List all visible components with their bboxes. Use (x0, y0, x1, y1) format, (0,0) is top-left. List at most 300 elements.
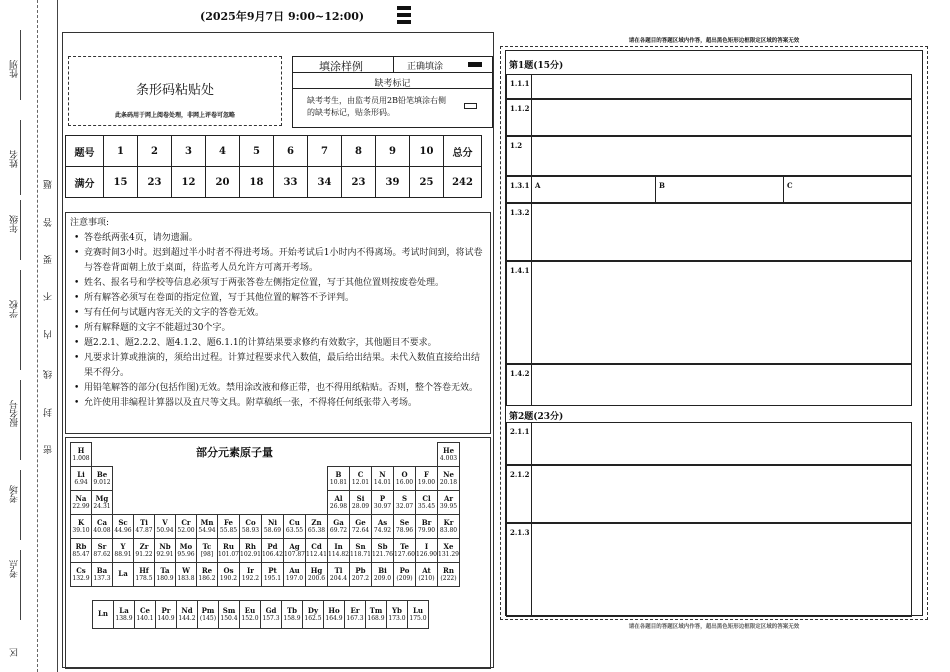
element-symbol: Tb (286, 605, 298, 615)
element-cell (261, 601, 282, 629)
answer-frame (505, 50, 923, 616)
element-mass: 16.00 (395, 479, 414, 486)
score-cell: 2 (138, 136, 172, 167)
element-mass: 162.5 (304, 615, 322, 622)
element-cell (438, 563, 460, 587)
element-cell (372, 515, 394, 539)
notes-box (65, 212, 491, 434)
element-mass: 69.72 (329, 527, 348, 534)
element-mass: 9.012 (93, 479, 111, 486)
empty-cell (306, 467, 328, 491)
empty-cell (218, 467, 240, 491)
element-mass: 207.2 (351, 575, 370, 582)
seal-char: 内 (44, 330, 54, 339)
element-symbol: V (162, 517, 168, 527)
element-symbol: P (379, 493, 386, 503)
score-cell: 39 (376, 167, 410, 198)
element-cell (394, 515, 416, 539)
element-mass: 131.29 (438, 551, 459, 558)
element-mass: 114.82 (328, 551, 349, 558)
empty-cell (92, 443, 113, 467)
periodic-row (71, 515, 460, 539)
element-cell (350, 491, 372, 515)
answer-label: 1.2 (510, 141, 523, 150)
score-cell: 9 (376, 136, 410, 167)
empty-cell (176, 491, 197, 515)
element-cell (324, 601, 345, 629)
element-symbol: Yb (392, 605, 402, 615)
score-cell: 1 (104, 136, 138, 167)
element-cell (262, 539, 284, 563)
empty-cell (218, 491, 240, 515)
element-symbol: Be (96, 469, 108, 479)
element-cell (394, 467, 416, 491)
element-cell (284, 539, 306, 563)
element-cell (438, 443, 460, 467)
element-cell (262, 563, 284, 587)
element-cell (155, 539, 176, 563)
element-mass: 50.94 (156, 527, 174, 534)
element-symbol: Cl (422, 493, 431, 503)
element-cell (218, 539, 240, 563)
element-symbol: N (379, 469, 386, 479)
element-symbol: Os (223, 565, 234, 575)
answer-box-1-4-2[interactable] (506, 364, 912, 406)
element-symbol: Zr (139, 541, 149, 551)
element-mass: 87.62 (93, 551, 111, 558)
answer-label: 1.4.2 (510, 369, 530, 378)
element-cell (284, 515, 306, 539)
empty-cell (262, 491, 284, 515)
element-symbol: Dy (307, 605, 319, 615)
element-symbol: Hf (139, 565, 149, 575)
element-cell (416, 467, 438, 491)
answer-label: 1.1.1 (510, 79, 530, 88)
answer-warning-bottom: 请在各题目的答题区域内作答，超出黑色矩形边框限定区域的答案无效 (628, 624, 800, 630)
element-mass: 178.5 (135, 575, 153, 582)
empty-cell (197, 491, 218, 515)
element-cell (240, 539, 262, 563)
element-cell (135, 601, 156, 629)
score-cell: 题号 (66, 136, 104, 167)
element-symbol: Mg (95, 493, 109, 503)
element-cell (306, 563, 328, 587)
element-mass: 157.3 (262, 615, 280, 622)
periodic-row (71, 491, 460, 515)
element-cell (176, 515, 197, 539)
element-symbol: B (335, 469, 342, 479)
note-item: • 写有任何与试题内容无关的文字的答卷无效。 (70, 306, 486, 321)
element-cell (372, 563, 394, 587)
absent-instructions: 缺考考生，由监考员用2B铅笔填涂右侧的缺考标记，贴条形码。 (307, 96, 446, 117)
element-symbol: Sm (222, 605, 236, 615)
element-cell (394, 563, 416, 587)
empty-cell (284, 467, 306, 491)
element-symbol: Ba (96, 565, 108, 575)
element-symbol: Na (75, 493, 87, 503)
element-mass: 138.9 (115, 615, 133, 622)
element-mass: 101.07 (218, 551, 239, 558)
element-cell (306, 539, 328, 563)
element-cell (350, 467, 372, 491)
element-symbol: Cu (289, 517, 300, 527)
element-cell (71, 491, 92, 515)
score-cell: 8 (342, 136, 376, 167)
element-mass: [98] (200, 551, 214, 558)
element-symbol: Ni (267, 517, 278, 527)
element-mass: 200.6 (307, 575, 326, 582)
element-cell (92, 539, 113, 563)
answer-box-2-1-1[interactable] (506, 422, 912, 465)
periodic-row (71, 467, 460, 491)
score-cell: 15 (104, 167, 138, 198)
element-cell (350, 539, 372, 563)
score-cell: 25 (410, 167, 444, 198)
periodic-row (71, 443, 460, 467)
element-symbol: Ge (355, 517, 366, 527)
score-cell: 5 (240, 136, 274, 167)
answer-box-2-1-2[interactable] (506, 465, 912, 523)
element-symbol: Ta (160, 565, 170, 575)
element-cell (416, 563, 438, 587)
element-cell (197, 539, 218, 563)
answer-warning-top: 请在各题目的答题区域内作答，超出黑色矩形边框限定区域的答案无效 (628, 38, 800, 44)
element-cell (219, 601, 240, 629)
element-symbol: In (334, 541, 343, 551)
element-cell (328, 467, 350, 491)
empty-cell (155, 467, 176, 491)
answer-box-1-3-1[interactable] (506, 176, 912, 203)
score-cell: 12 (172, 167, 206, 198)
element-cell (408, 601, 429, 629)
element-mass: 24.31 (93, 503, 111, 510)
element-mass: 35.45 (417, 503, 436, 510)
position-mark-icon (397, 6, 411, 22)
element-cell (240, 515, 262, 539)
element-cell (394, 539, 416, 563)
element-cell (176, 563, 197, 587)
element-symbol: K (77, 517, 85, 527)
answer-box-1-1-1[interactable] (506, 74, 912, 99)
element-symbol: Ru (223, 541, 234, 551)
element-cell (156, 601, 177, 629)
element-cell (71, 467, 92, 491)
empty-cell (240, 491, 262, 515)
answer-label: 1.4.1 (510, 266, 530, 275)
field-exam-site: 考点 (10, 560, 20, 578)
element-cell (113, 515, 134, 539)
element-mass: 58.93 (241, 527, 260, 534)
element-cell (240, 563, 262, 587)
element-mass: 19.00 (417, 479, 436, 486)
element-symbol: Lu (412, 605, 423, 615)
element-mass: 126.90 (416, 551, 437, 558)
element-symbol: Re (201, 565, 213, 575)
element-mass: 132.9 (72, 575, 90, 582)
element-mass: 83.80 (439, 527, 458, 534)
empty-cell (328, 443, 350, 467)
field-exam-room: 考场 (10, 485, 20, 503)
element-cell (197, 515, 218, 539)
element-cell (366, 601, 387, 629)
element-cell (328, 491, 350, 515)
element-symbol: Pr (161, 605, 171, 615)
element-symbol: Ag (289, 541, 300, 551)
element-mass: 150.4 (220, 615, 238, 622)
element-mass: 26.98 (329, 503, 348, 510)
element-symbol: Tc (202, 541, 212, 551)
element-mass: 95.96 (177, 551, 195, 558)
element-cell (155, 563, 176, 587)
barcode-title: 条形码粘贴处 (135, 83, 214, 98)
element-symbol: He (442, 445, 455, 455)
element-symbol: Ca (96, 517, 108, 527)
element-symbol: Tl (334, 565, 343, 575)
answer-box-1-3-2[interactable] (506, 203, 912, 261)
element-cell (113, 539, 134, 563)
element-symbol: Kr (443, 517, 454, 527)
empty-cell (218, 443, 240, 467)
answer-box-2-1-3[interactable] (506, 523, 912, 617)
element-cell (134, 539, 155, 563)
element-cell (328, 515, 350, 539)
element-mass: 140.1 (136, 615, 154, 622)
element-symbol: Y (120, 541, 126, 551)
lanthanide-row (93, 601, 429, 629)
element-mass: 47.87 (135, 527, 153, 534)
element-symbol: Se (399, 517, 410, 527)
element-cell (92, 491, 113, 515)
element-cell (71, 539, 92, 563)
element-symbol: Pd (267, 541, 278, 551)
element-symbol: Eu (244, 605, 256, 615)
element-cell (284, 563, 306, 587)
element-cell (350, 563, 372, 587)
element-mass: 88.91 (114, 551, 132, 558)
element-symbol: Ar (443, 493, 454, 503)
answer-label: 1.1.2 (510, 104, 530, 113)
element-mass: 39.95 (439, 503, 458, 510)
element-symbol: Xe (443, 541, 454, 551)
element-mass: 74.92 (373, 527, 392, 534)
element-mass: 12.01 (351, 479, 370, 486)
element-symbol: Ne (443, 469, 454, 479)
element-symbol: Er (350, 605, 360, 615)
empty-cell (284, 491, 306, 515)
element-mass: 65.38 (307, 527, 326, 534)
element-symbol: Fe (223, 517, 234, 527)
element-mass: 52.00 (177, 527, 195, 534)
filled-mark-icon (468, 62, 482, 67)
score-cell: 23 (138, 167, 172, 198)
element-symbol: Tm (369, 605, 383, 615)
element-mass: 144.2 (178, 615, 196, 622)
element-symbol: Pm (201, 605, 215, 615)
element-cell (176, 539, 197, 563)
element-symbol: Hg (310, 565, 323, 575)
element-mass: 58.69 (263, 527, 282, 534)
element-symbol: Au (289, 565, 300, 575)
seal-char: 密 (44, 445, 54, 454)
element-symbol: O (401, 469, 408, 479)
element-symbol: Pt (268, 565, 277, 575)
score-table (65, 135, 482, 198)
fill-info-box (292, 56, 493, 128)
element-cell (438, 539, 460, 563)
notes-title: 注意事项: (70, 218, 110, 228)
element-mass: 197.0 (285, 575, 304, 582)
element-mass: 44.96 (114, 527, 132, 534)
score-cell: 6 (274, 136, 308, 167)
element-cell (240, 601, 261, 629)
element-symbol: F (424, 469, 429, 479)
periodic-table (65, 437, 491, 669)
element-mass: 91.22 (135, 551, 153, 558)
seal-char: 答 (44, 218, 54, 227)
note-item: • 竞赛时间3小时。迟到超过半小时者不得进考场。开始考试后1小时内不得离场。考试时间到，将试卷与答卷背面朝上放于桌面，待监考人员允许方可离开考场。 (70, 246, 486, 276)
element-mass: 209.0 (373, 575, 392, 582)
element-cell (113, 563, 134, 587)
element-mass: 107.87 (284, 551, 305, 558)
element-mass: (209) (396, 575, 413, 582)
element-mass: 63.55 (285, 527, 304, 534)
element-cell (71, 443, 92, 467)
empty-cell (155, 443, 176, 467)
element-cell (155, 515, 176, 539)
element-symbol: Br (421, 517, 432, 527)
element-mass: 168.9 (367, 615, 385, 622)
element-cell (438, 515, 460, 539)
empty-cell (176, 443, 197, 467)
empty-cell (176, 467, 197, 491)
element-symbol: Ir (247, 565, 254, 575)
element-symbol: Si (356, 493, 365, 503)
empty-cell (372, 443, 394, 467)
empty-cell (284, 443, 306, 467)
answer-box-1-1-2[interactable] (506, 99, 912, 136)
element-mass: 173.0 (388, 615, 406, 622)
score-cell: 7 (308, 136, 342, 167)
element-mass: 121.76 (372, 551, 393, 558)
option-b-label: B (659, 181, 665, 190)
element-mass: 112.41 (306, 551, 327, 558)
periodic-main (70, 442, 460, 587)
question-1-title: 第1题(15分) (509, 61, 564, 71)
element-cell (438, 491, 460, 515)
element-mass: 180.9 (156, 575, 174, 582)
answer-label: 2.1.3 (510, 528, 530, 537)
element-symbol: Cd (311, 541, 322, 551)
answer-label: 2.1.2 (510, 470, 530, 479)
answer-box-1-2[interactable] (506, 136, 912, 176)
element-symbol: Te (400, 541, 409, 551)
empty-cell (262, 443, 284, 467)
element-cell (416, 539, 438, 563)
score-row-question (66, 136, 482, 167)
element-mass: (145) (199, 615, 217, 622)
barcode-note: 此条码用于网上阅卷处理，非网上评卷可忽略 (114, 112, 235, 119)
element-symbol: Sb (377, 541, 388, 551)
empty-cell (240, 443, 262, 467)
score-cell: 33 (274, 167, 308, 198)
element-mass: 54.94 (198, 527, 216, 534)
field-school: 学校 (10, 300, 20, 318)
element-mass: 127.60 (394, 551, 415, 558)
barcode-area (68, 56, 282, 126)
element-symbol: Po (399, 565, 410, 575)
element-symbol: La (119, 605, 129, 615)
element-mass: 190.2 (219, 575, 238, 582)
element-mass: 183.8 (177, 575, 195, 582)
element-cell (345, 601, 366, 629)
score-cell: 10 (410, 136, 444, 167)
empty-cell (134, 467, 155, 491)
element-symbol: Sn (355, 541, 366, 551)
element-symbol: Rh (245, 541, 256, 551)
absent-checkbox[interactable] (464, 103, 477, 109)
element-symbol: Ln (97, 609, 108, 619)
answer-label: 1.3.1 (510, 181, 530, 190)
note-item: • 姓名、报名号和学校等信息必须写于两张答卷左侧指定位置，写于其他位置则按废卷处理。 (70, 276, 486, 291)
element-cell (177, 601, 198, 629)
element-cell (218, 515, 240, 539)
element-cell (328, 539, 350, 563)
element-symbol: Al (334, 493, 343, 503)
element-symbol: Cr (181, 517, 191, 527)
element-symbol: H (77, 445, 85, 455)
correct-fill-label: 正确填涂 (407, 62, 444, 72)
element-mass: 28.09 (351, 503, 370, 510)
score-cell: 20 (206, 167, 240, 198)
element-symbol: C (357, 469, 364, 479)
element-mass: 102.91 (240, 551, 261, 558)
note-item: • 答卷纸两张4页，请勿遗漏。 (70, 231, 486, 246)
element-symbol: La (118, 569, 128, 579)
empty-cell (113, 467, 134, 491)
element-mass: 20.18 (439, 479, 458, 486)
empty-cell (134, 443, 155, 467)
sample-title: 填涂样例 (319, 60, 363, 73)
answer-box-1-4-1[interactable] (506, 261, 912, 364)
element-symbol: Gd (265, 605, 277, 615)
element-symbol: Ce (139, 605, 151, 615)
element-mass: 118.71 (350, 551, 371, 558)
periodic-row (71, 563, 460, 587)
empty-cell (416, 443, 438, 467)
element-mass: 39.10 (72, 527, 90, 534)
element-symbol: Ga (333, 517, 344, 527)
element-mass: 204.4 (329, 575, 348, 582)
element-cell (93, 601, 114, 629)
element-mass: 1.008 (72, 455, 90, 462)
binding-sidebar (0, 0, 58, 672)
field-gender: 性别 (10, 60, 20, 78)
element-symbol: Zn (311, 517, 322, 527)
empty-cell (155, 491, 176, 515)
note-item: • 用铅笔解答的部分(包括作图)无效。禁用涂改液和修正带，也不得用纸粘贴。否则，整个答卷无效。 (70, 381, 486, 396)
element-mass: 72.64 (351, 527, 370, 534)
element-mass: 32.07 (395, 503, 414, 510)
seal-char: 要 (44, 255, 54, 264)
element-cell (387, 601, 408, 629)
element-mass: 195.1 (263, 575, 282, 582)
element-mass: 167.3 (346, 615, 364, 622)
element-cell (134, 563, 155, 587)
element-mass: 78.96 (395, 527, 414, 534)
field-reg-number: 报名号 (10, 400, 20, 427)
element-symbol: Sr (97, 541, 107, 551)
element-cell (372, 467, 394, 491)
